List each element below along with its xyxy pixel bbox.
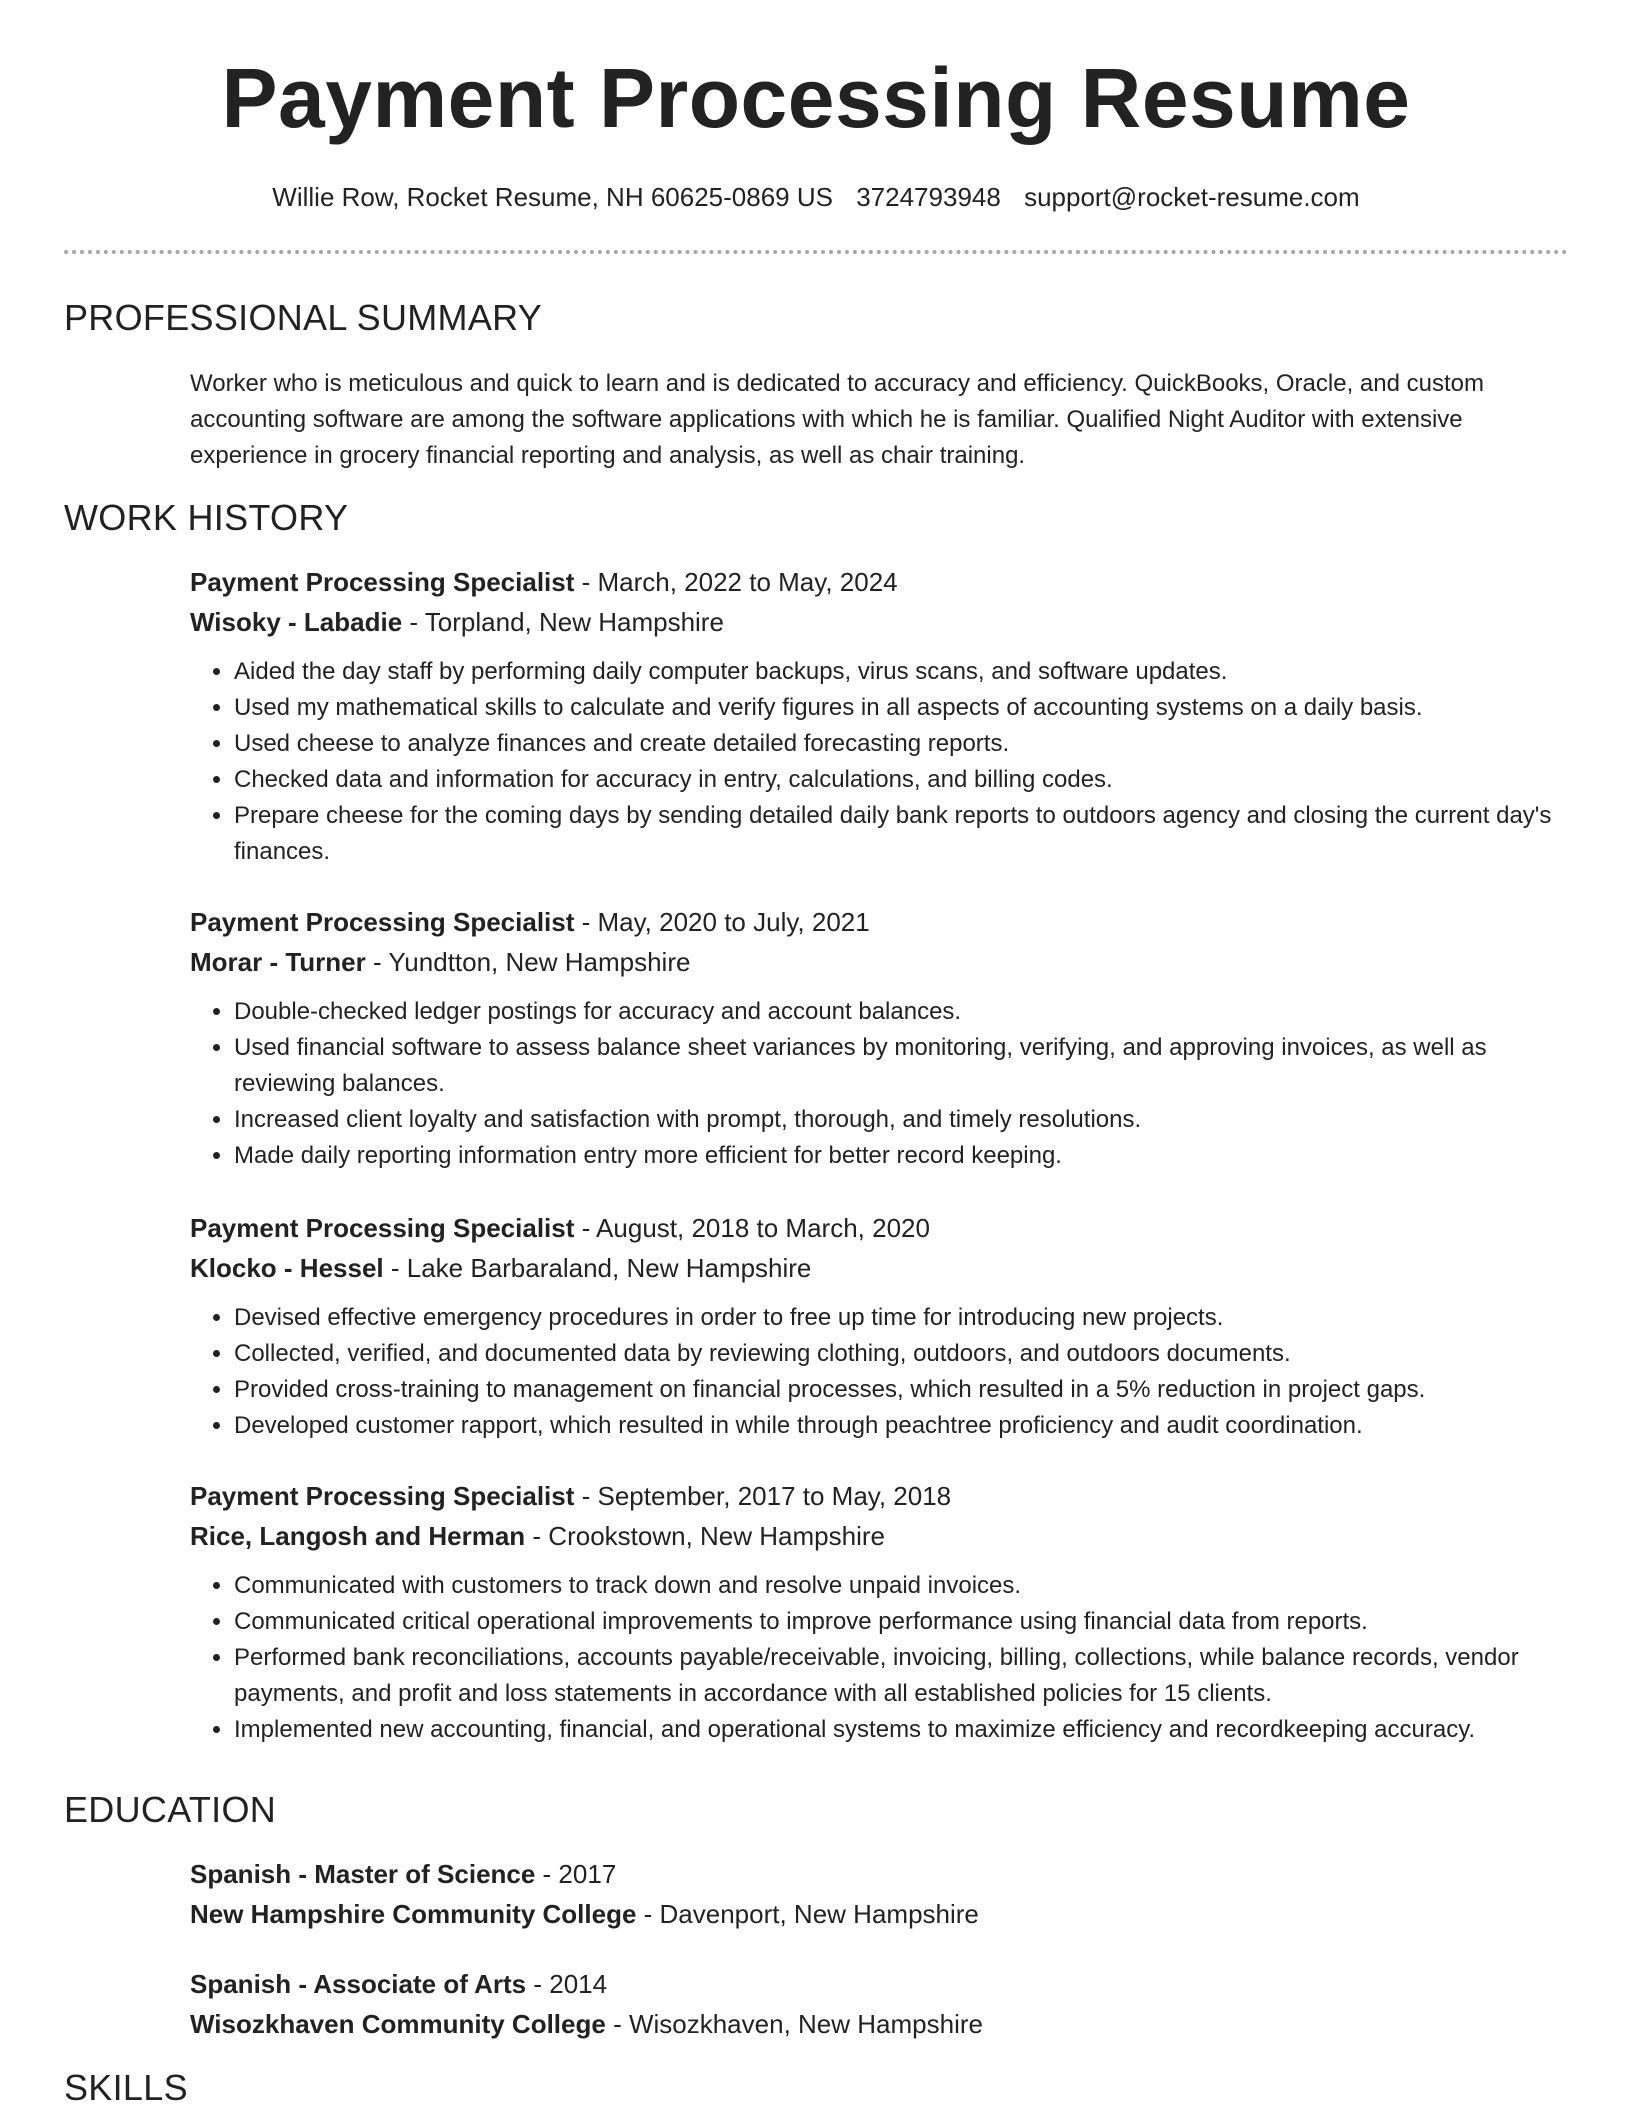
- resume-title: Payment Processing Resume: [221, 51, 1411, 145]
- job-bullet: • Used my mathematical skills to calculate and verify figures in all aspects of accounting systems on a daily basis.: [234, 690, 1570, 726]
- section-title-skills: SKILLS: [64, 2067, 188, 2108]
- job-dates: - March, 2022 to May, 2024: [574, 567, 898, 597]
- education-degree-line: [190, 1964, 1570, 2004]
- job-bullet: • Used financial software to assess balance sheet variances by monitoring, verifying, and approving invoices, as well as reviewing balances.: [234, 1030, 1570, 1102]
- job-role: Payment Processing Specialist: [190, 1213, 575, 1243]
- job-dates: - September, 2017 to May, 2018: [574, 1481, 952, 1511]
- job-bullets: [190, 994, 1570, 1174]
- job-bullet: • Provided cross-training to management on financial processes, which resulted in a 5% reduction in project gaps.: [234, 1372, 1570, 1408]
- job-bullets: [190, 1300, 1570, 1444]
- job-bullet: • Devised effective emergency procedures in order to free up time for introducing new projects.: [234, 1300, 1570, 1336]
- job-bullet: • Increased client loyalty and satisfaction with prompt, thorough, and timely resolutions.: [234, 1102, 1570, 1138]
- job-entry: [190, 1476, 1570, 1748]
- education-year: - 2014: [526, 1969, 608, 1999]
- job-role-line: [190, 902, 1570, 942]
- job-bullet: • Prepare cheese for the coming days by sending detailed daily bank reports to outdoors agency and closing the current day's finances.: [234, 798, 1570, 870]
- job-bullet: • Developed customer rapport, which resulted in while through peachtree proficiency and audit coordination.: [234, 1408, 1570, 1444]
- job-bullet: • Double-checked ledger postings for accuracy and account balances.: [234, 994, 1570, 1030]
- job-company: Wisoky - Labadie: [190, 607, 403, 637]
- education-location: - Davenport, New Hampshire: [636, 1899, 979, 1929]
- section-title-education: EDUCATION: [64, 1789, 277, 1830]
- education-school-line: [190, 2004, 1570, 2044]
- header-divider: [64, 250, 1568, 254]
- job-bullets: [190, 654, 1570, 870]
- job-company: Morar - Turner: [190, 947, 366, 977]
- contact-email: support@rocket-resume.com: [1024, 182, 1360, 212]
- contact-phone: 3724793948: [856, 182, 1001, 212]
- education-school: New Hampshire Community College: [190, 1899, 637, 1929]
- job-bullet: • Made daily reporting information entry more efficient for better record keeping.: [234, 1138, 1570, 1174]
- job-role-line: [190, 1476, 1570, 1516]
- education-degree: Spanish - Associate of Arts: [190, 1969, 527, 1999]
- job-dates: - May, 2020 to July, 2021: [574, 907, 870, 937]
- job-bullets: [190, 1568, 1570, 1748]
- job-location: - Torpland, New Hampshire: [402, 607, 724, 637]
- education-school-line: [190, 1894, 1570, 1934]
- job-company: Klocko - Hessel: [190, 1253, 384, 1283]
- job-bullet: • Aided the day staff by performing daily computer backups, virus scans, and software updates.: [234, 654, 1570, 690]
- education-entry: [190, 1854, 1570, 1934]
- job-company-line: [190, 942, 1570, 982]
- education-location: - Wisozkhaven, New Hampshire: [605, 2009, 983, 2039]
- contact-line: [0, 182, 1632, 213]
- job-entry: [190, 1208, 1570, 1444]
- job-bullet: • Used cheese to analyze finances and create detailed forecasting reports.: [234, 726, 1570, 762]
- job-bullet: • Implemented new accounting, financial, and operational systems to maximize efficiency and recordkeeping accuracy.: [234, 1712, 1570, 1748]
- job-role: Payment Processing Specialist: [190, 567, 575, 597]
- education-entry: [190, 1964, 1570, 2044]
- job-location: - Lake Barbaraland, New Hampshire: [383, 1253, 812, 1283]
- job-dates: - August, 2018 to March, 2020: [574, 1213, 930, 1243]
- job-company-line: [190, 1248, 1570, 1288]
- job-company: Rice, Langosh and Herman: [190, 1521, 526, 1551]
- job-role-line: [190, 562, 1570, 602]
- job-bullet: • Communicated critical operational improvements to improve performance using financial data from reports.: [234, 1604, 1570, 1640]
- section-title-summary: PROFESSIONAL SUMMARY: [64, 297, 543, 338]
- job-entry: [190, 902, 1570, 1174]
- contact-address: Willie Row, Rocket Resume, NH 60625-0869 US: [272, 182, 833, 212]
- summary-text: Worker who is meticulous and quick to learn and is dedicated to accuracy and efficiency. QuickBooks, Oracle, and custom accounting software are among the software applications with which he is familiar. Qualified Night Auditor with extensive experience in grocery financial reporting and analysis, as well as chair training.: [190, 370, 1484, 469]
- job-company-line: [190, 1516, 1570, 1556]
- job-bullet: • Communicated with customers to track down and resolve unpaid invoices.: [234, 1568, 1570, 1604]
- job-entry: [190, 562, 1570, 870]
- education-degree: Spanish - Master of Science: [190, 1859, 536, 1889]
- job-role: Payment Processing Specialist: [190, 1481, 575, 1511]
- section-title-work-history: WORK HISTORY: [64, 497, 349, 538]
- job-company-line: [190, 602, 1570, 642]
- job-location: - Yundtton, New Hampshire: [365, 947, 691, 977]
- job-bullet: • Checked data and information for accuracy in entry, calculations, and billing codes.: [234, 762, 1570, 798]
- job-role-line: [190, 1208, 1570, 1248]
- job-bullet: • Collected, verified, and documented data by reviewing clothing, outdoors, and outdoors documents.: [234, 1336, 1570, 1372]
- job-bullet: • Performed bank reconciliations, accounts payable/receivable, invoicing, billing, collections, while balance records, vendor payments, and profit and loss statements in accordance with all established policies for 15 clients.: [234, 1640, 1570, 1712]
- education-degree-line: [190, 1854, 1570, 1894]
- job-location: - Crookstown, New Hampshire: [525, 1521, 885, 1551]
- education-school: Wisozkhaven Community College: [190, 2009, 606, 2039]
- education-year: - 2017: [535, 1859, 617, 1889]
- job-role: Payment Processing Specialist: [190, 907, 575, 937]
